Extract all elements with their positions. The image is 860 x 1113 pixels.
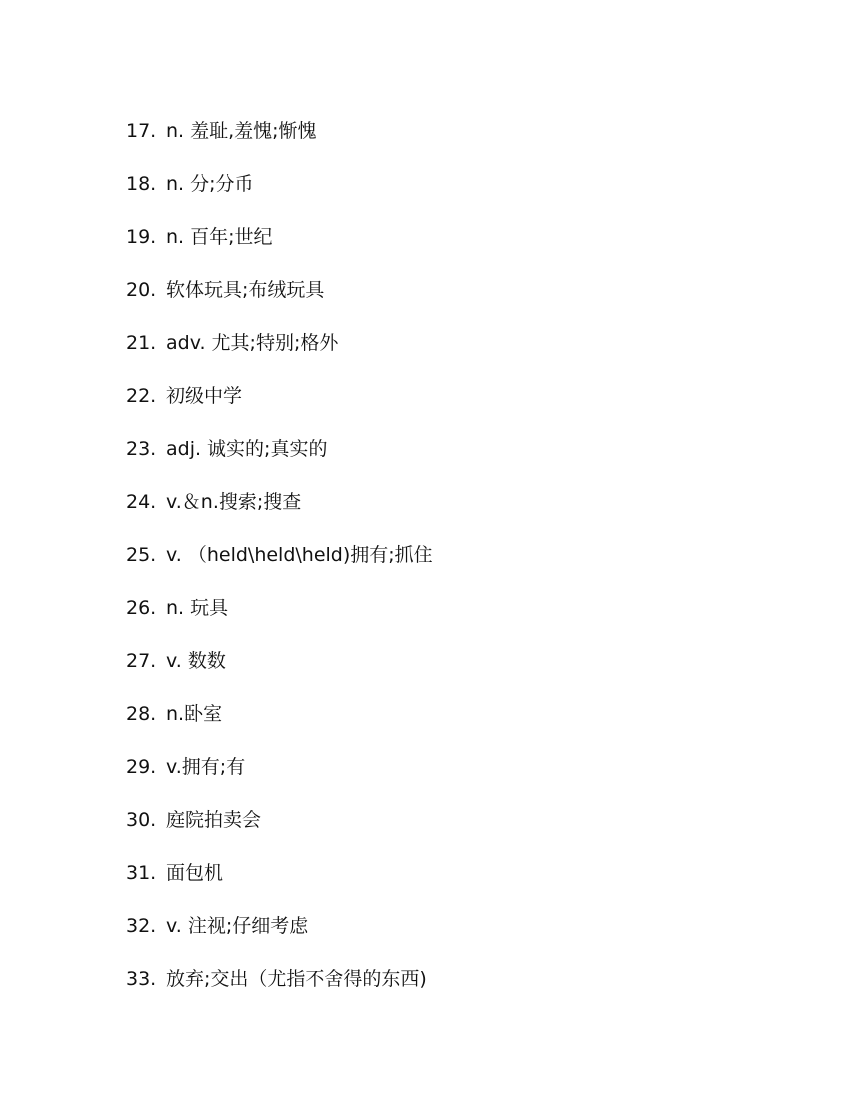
item-text: n. 百年;世纪 <box>166 225 273 248</box>
list-item <box>126 740 433 793</box>
list-item <box>126 634 433 687</box>
item-text: adj. 诚实的;真实的 <box>166 437 328 460</box>
item-number: 27. <box>126 649 157 672</box>
item-text: 软体玩具;布绒玩具 <box>166 278 325 301</box>
list-item <box>126 899 433 952</box>
item-number: 29. <box>126 755 157 778</box>
item-number: 22. <box>126 384 157 407</box>
list-item <box>126 316 433 369</box>
item-text: n. 羞耻,羞愧;惭愧 <box>166 119 317 142</box>
list-item <box>126 157 433 210</box>
item-text: 面包机 <box>166 861 224 884</box>
item-number: 31. <box>126 861 157 884</box>
item-number: 33. <box>126 967 157 990</box>
item-number: 32. <box>126 914 157 937</box>
list-item <box>126 422 433 475</box>
list-item <box>126 475 433 528</box>
item-number: 20. <box>126 278 157 301</box>
item-text: v.拥有;有 <box>166 755 246 778</box>
item-number: 26. <box>126 596 157 619</box>
item-text: n.卧室 <box>166 702 223 725</box>
item-number: 21. <box>126 331 157 354</box>
item-number: 28. <box>126 702 157 725</box>
list-item <box>126 687 433 740</box>
item-number: 17. <box>126 119 157 142</box>
item-text: n. 分;分币 <box>166 172 254 195</box>
item-text: 放弃;交出（尤指不舍得的东西) <box>166 967 427 990</box>
list-item <box>126 210 433 263</box>
item-text: 庭院拍卖会 <box>166 808 262 831</box>
item-number: 30. <box>126 808 157 831</box>
vocabulary-answer-list <box>126 104 433 1005</box>
item-number: 23. <box>126 437 157 460</box>
list-item <box>126 581 433 634</box>
list-item <box>126 528 433 581</box>
item-text: 初级中学 <box>166 384 243 407</box>
item-text: adv. 尤其;特别;格外 <box>166 331 339 354</box>
item-number: 24. <box>126 490 157 513</box>
item-text: v.＆n.搜索;搜查 <box>166 490 302 513</box>
item-number: 19. <box>126 225 157 248</box>
item-text: n. 玩具 <box>166 596 229 619</box>
item-number: 25. <box>126 543 157 566</box>
item-text: v. 注视;仔细考虑 <box>166 914 309 937</box>
list-item <box>126 952 433 1005</box>
list-item <box>126 263 433 316</box>
item-text: v. 数数 <box>166 649 226 672</box>
item-text: v. （held\held\held)拥有;抓住 <box>166 543 433 566</box>
item-number: 18. <box>126 172 157 195</box>
list-item <box>126 846 433 899</box>
list-item <box>126 104 433 157</box>
list-item <box>126 369 433 422</box>
list-item <box>126 793 433 846</box>
